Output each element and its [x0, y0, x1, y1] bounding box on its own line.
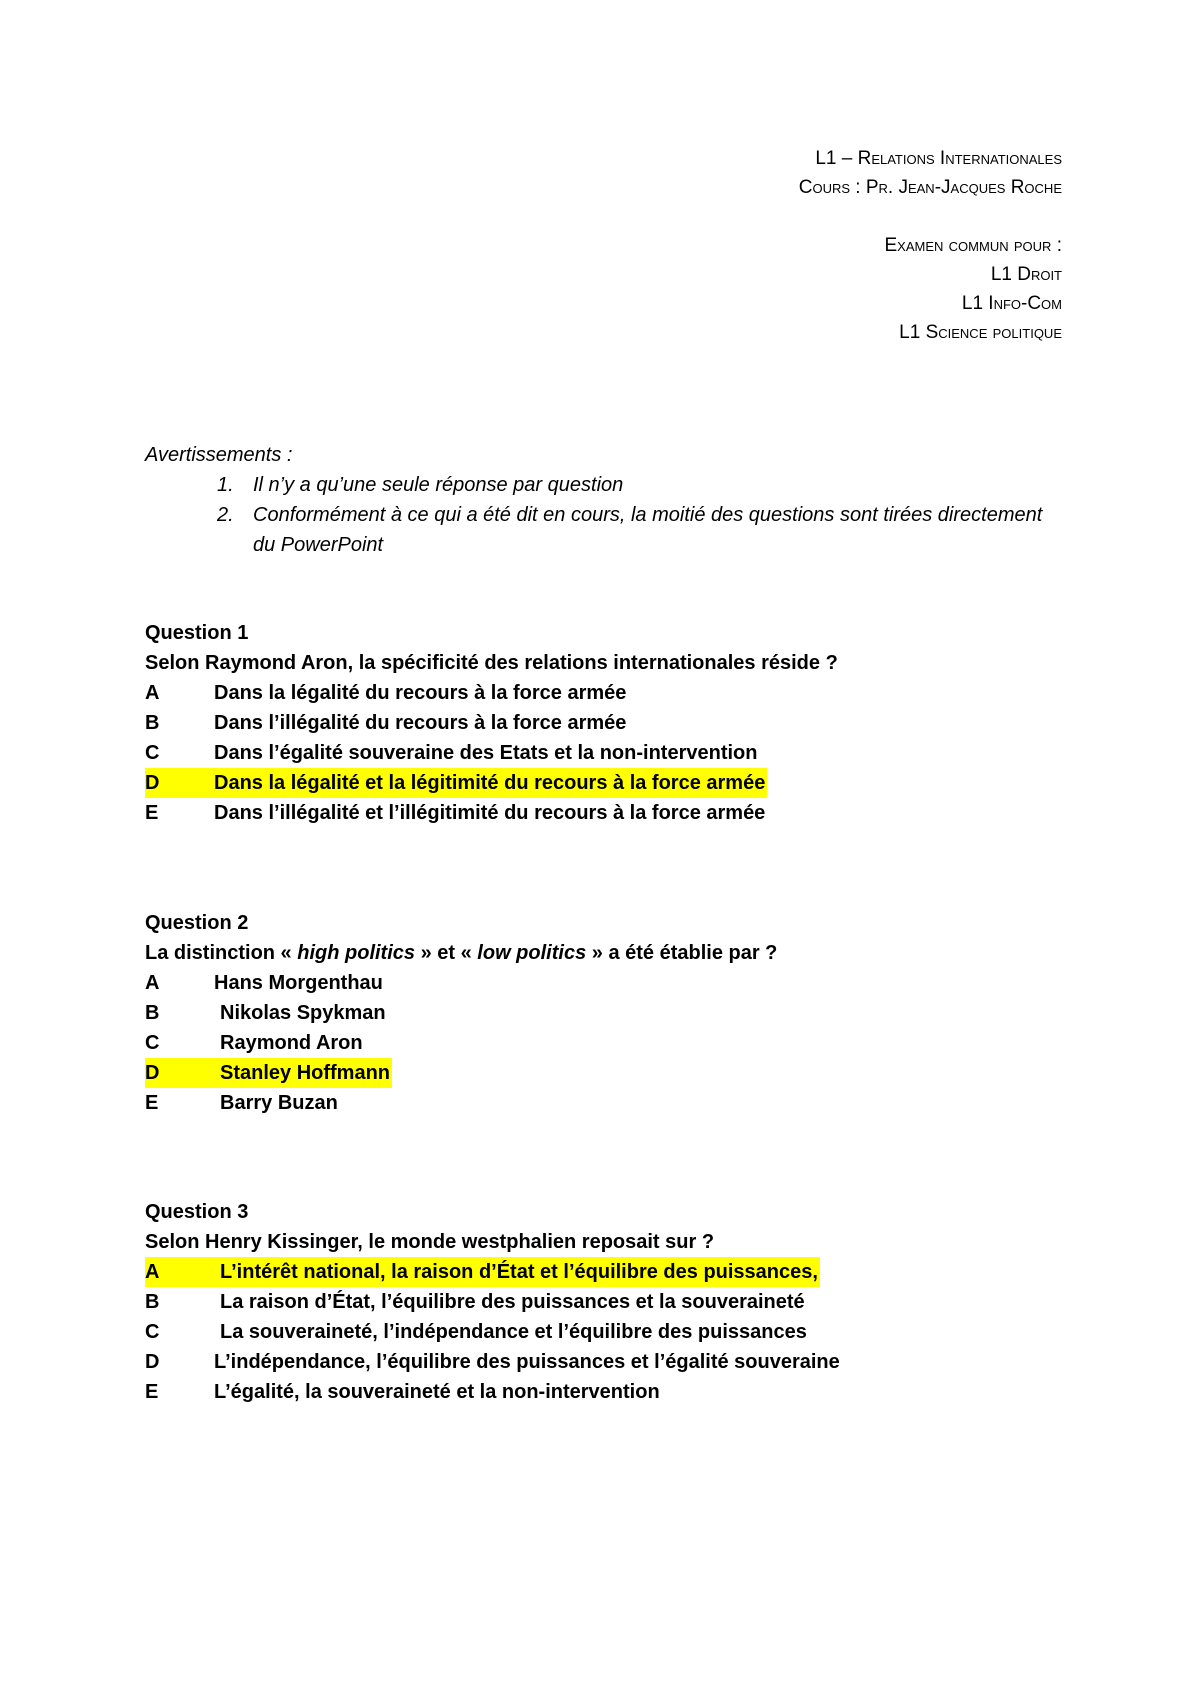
answer-option-e — [145, 798, 1065, 828]
option-text: L’indépendance, l’équilibre des puissances et l’égalité souveraine — [214, 1351, 840, 1373]
answer-option-c — [145, 738, 1065, 768]
option-letter: A — [145, 972, 160, 994]
course-professor: Cours : Pr. Jean-Jacques Roche — [798, 177, 1062, 198]
option-letter: E — [145, 802, 159, 824]
answer-options — [145, 1257, 1065, 1407]
option-letter: B — [145, 1002, 160, 1024]
exam-program-droit: L1 Droit — [990, 264, 1062, 285]
warnings-section — [145, 440, 1065, 560]
warning-text: Conformément à ce qui a été dit en cours, la moitié des questions sont tirées directement du PowerPoint — [253, 504, 1043, 556]
answer-option-a — [145, 678, 1065, 708]
question-title: Question 2 — [145, 912, 249, 934]
option-letter: C — [145, 1032, 160, 1054]
option-text: La raison d’État, l’équilibre des puissances et la souveraineté — [220, 1291, 805, 1313]
answer-option-d-highlighted — [145, 768, 1065, 798]
option-letter: E — [145, 1381, 159, 1403]
question-title: Question 1 — [145, 622, 249, 644]
warnings-list — [145, 470, 1065, 560]
option-text: Dans l’égalité souveraine des Etats et la non-intervention — [214, 742, 758, 764]
option-letter: C — [145, 1321, 160, 1343]
option-text: Barry Buzan — [220, 1092, 338, 1114]
answer-option-a-highlighted — [145, 1257, 1065, 1287]
document-header — [362, 144, 1062, 347]
warning-number: 1. — [217, 474, 234, 496]
answer-option-e — [145, 1088, 1065, 1118]
term-high-politics: high politics — [297, 942, 416, 964]
answer-option-c — [145, 1317, 1065, 1347]
answer-option-b — [145, 1287, 1065, 1317]
warnings-title: Avertissements : — [145, 444, 293, 466]
option-text: Hans Morgenthau — [214, 972, 383, 994]
option-letter: A — [145, 1261, 160, 1283]
answer-option-c — [145, 1028, 1065, 1058]
question-text: Selon Raymond Aron, la spécificité des relations internationales réside ? — [145, 652, 838, 674]
option-letter: D — [145, 772, 160, 794]
course-title: L1 – Relations Internationales — [815, 148, 1062, 169]
option-text: Nikolas Spykman — [220, 1002, 386, 1024]
option-letter: B — [145, 1291, 160, 1313]
option-letter: A — [145, 682, 160, 704]
exam-program-science-politique: L1 Science politique — [899, 322, 1062, 343]
option-text: Dans l’illégalité et l’illégitimité du recours à la force armée — [214, 802, 766, 824]
question-3 — [145, 1197, 1065, 1407]
option-text: Dans la légalité du recours à la force armée — [214, 682, 627, 704]
answer-options — [145, 678, 1065, 828]
warning-item — [145, 500, 1065, 560]
answer-option-b — [145, 998, 1065, 1028]
option-letter: D — [145, 1062, 160, 1084]
question-2 — [145, 908, 1065, 1118]
question-text: Selon Henry Kissinger, le monde westphalien reposait sur ? — [145, 1231, 715, 1253]
option-text: Raymond Aron — [220, 1032, 363, 1054]
option-letter: E — [145, 1092, 159, 1114]
option-text: L’égalité, la souveraineté et la non-intervention — [214, 1381, 660, 1403]
answer-options — [145, 968, 1065, 1118]
answer-option-e — [145, 1377, 1065, 1407]
warning-number: 2. — [217, 504, 234, 526]
exam-label: Examen commun pour : — [884, 235, 1062, 256]
question-text: La distinction « high politics » et « low politics » a été établie par ? — [145, 942, 778, 964]
answer-option-a — [145, 968, 1065, 998]
term-low-politics: low politics — [477, 942, 587, 964]
answer-option-b — [145, 708, 1065, 738]
answer-option-d-highlighted — [145, 1058, 1065, 1088]
option-letter: C — [145, 742, 160, 764]
question-1 — [145, 618, 1065, 828]
exam-program-infocom: L1 Info-Com — [961, 293, 1062, 314]
warning-item — [145, 470, 1065, 500]
option-text: Dans l’illégalité du recours à la force armée — [214, 712, 627, 734]
answer-option-d — [145, 1347, 1065, 1377]
warning-text: Il n’y a qu’une seule réponse par question — [253, 474, 624, 496]
option-text: Dans la légalité et la légitimité du recours à la force armée — [214, 772, 766, 794]
option-text: Stanley Hoffmann — [220, 1062, 391, 1084]
option-text: La souveraineté, l’indépendance et l’équilibre des puissances — [220, 1321, 807, 1343]
option-letter: B — [145, 712, 160, 734]
question-title: Question 3 — [145, 1201, 249, 1223]
option-text: L’intérêt national, la raison d’État et l’équilibre des puissances, — [220, 1261, 818, 1283]
option-letter: D — [145, 1351, 160, 1373]
